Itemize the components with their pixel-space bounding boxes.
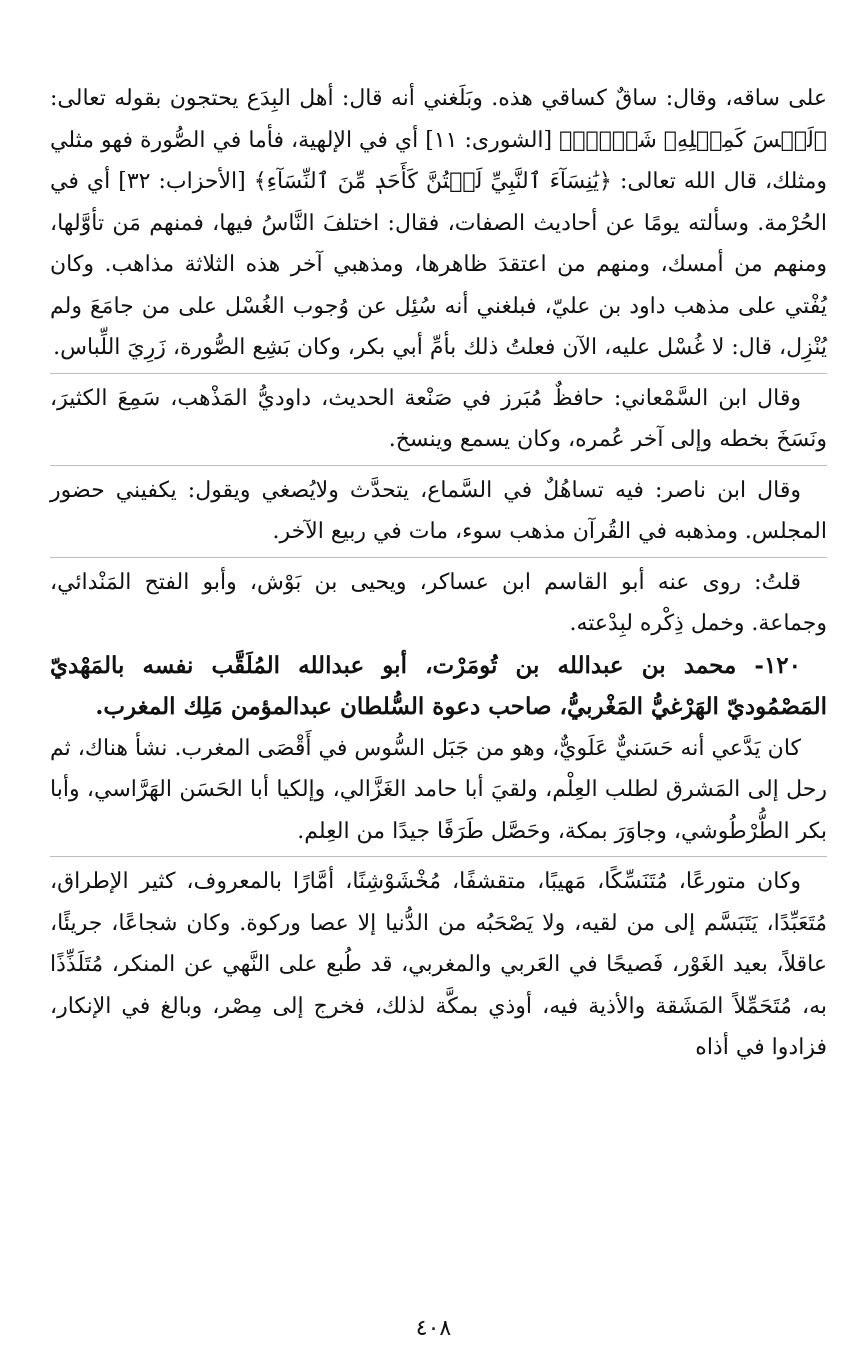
paragraph-divider [50,856,827,857]
paragraph-divider [50,373,827,374]
paragraph-ibn-samani: وقال ابن السَّمْعاني: حافظٌ مُبَرز في صَنْعة الحديث، داوديُّ المَذْهب، سَمِعَ الكثيرَ، ونَسَخَ بخطه وإلى آخر عُمره، وكان يسمع وينسخ. [50,385,827,452]
paragraph-ibn-tumart-origin: كان يَدَّعي أنه حَسَنيٌّ عَلَويٌّ، وهو من جَبَل السُّوس في أَقْصَى المغرب. نشأ هناك، ثم رحل إلى المَشرق لطلب العِلْم، ولقيَ أبا حامد الغَزَّالي، وإلكيا أبا الحَسَن الهَرَّاسي، وأبا بكر الطُّرْطُوشي، وجاوَرَ بمكة، وحَصَّل طَرَفًا جيدًا من العِلم. [50,735,827,844]
paragraph-ibn-tumart-character: وكان متورعًا، مُتَنَسِّكًا، مَهيبًا، متقشفًا، مُخْشَوْشِنًا، أمَّارًا بالمعروف، كثير الإطراق، مُتَعَبِّدًا، يَتَبَسَّم إلى من لقيه، ولا يَصْحَبُه من الدُّنيا إلا عصا وركوة. وكان شجاعًا، جريئًا، عاقلاً، بعيد الغَوْر، فَصيحًا في العَربي والمغربي، قد طُبع على النَّهي عن المنكر، مُتَلَذِّذًا به، مُتَحَمِّلاً المَشَقة والأذية فيه، أوذي بمكَّة لذلك، فخرج إلى مِصْر، وبالغ في الإنكار، فزادوا في أذاه [50,869,827,1060]
page-body [50,78,827,1069]
paragraph-ibn-nasir: وقال ابن ناصر: فيه تساهُلٌ في السَّماع، يتحدَّث ولايُصغي ويقول: يكفيني حضور المجلس. ومذهبه في القُرآن مذهب سوء، مات في ربيع الآخر. [50,477,827,544]
paragraph-qultu: قلتُ: روى عنه أبو القاسم ابن عساكر، ويحيى بن بَوْش، وأبو الفتح المَنْدائي، وجماعة. وخمل ذِكْره لبِدْعته. [50,569,827,636]
paragraph-ibn-tahir-quotes: على ساقه، وقال: ساقٌ كساقي هذه. وبَلَغني أنه قال: أهل البِدَع يحتجون بقوله تعالى: ﴿لَيۡسَ كَمِثۡلِهِۦ شَيۡءٞۖ﴾ [الشورى: ١١] أي في الإلهية، فأما في الصُّورة فهو مثلي ومثلك، قال الله تعالى: ﴿يَٰنِسَآءَ ٱلنَّبِيِّ لَسۡتُنَّ كَأَحَدٖ مِّنَ ٱلنِّسَآءِ﴾ [الأحزاب: ٣٢] أي في الحُرْمة. وسألته يومًا عن أحاديث الصفات، فقال: اختلفَ النَّاسُ فيها، فمنهم مَن تأوَّلها، ومنهم من أمسك، ومنهم من اعتقدَ ظاهرها، ومذهبي آخر هذه الثلاثة مذاهب. وكان يُفْتي على مذهب داود بن عليّ، فبلغني أنه سُئِل عن وُجوب الغُسْل على من جامَعَ ولم يُنْزِل، قال: لا غُسْل عليه، الآن فعلتُ ذلك بأمِّ أبي بكر، وكان بَشِع الصُّورة، زَرِيَ اللِّباس. [50,86,827,360]
paragraph-divider [50,465,827,466]
page-number: ٤٠٨ [415,1316,452,1341]
paragraph-divider [50,557,827,558]
entry-heading-ibn-tumart: ١٢٠- محمد بن عبدالله بن تُومَرْت، أبو عبدالله المُلَقَّب نفسه بالمَهْديّ المَصْمُوديّ الهَرْغيُّ المَغْربيُّ، صاحب دعوة السُّلطان عبدالمؤمن مَلِك المغرب. [50,651,827,720]
